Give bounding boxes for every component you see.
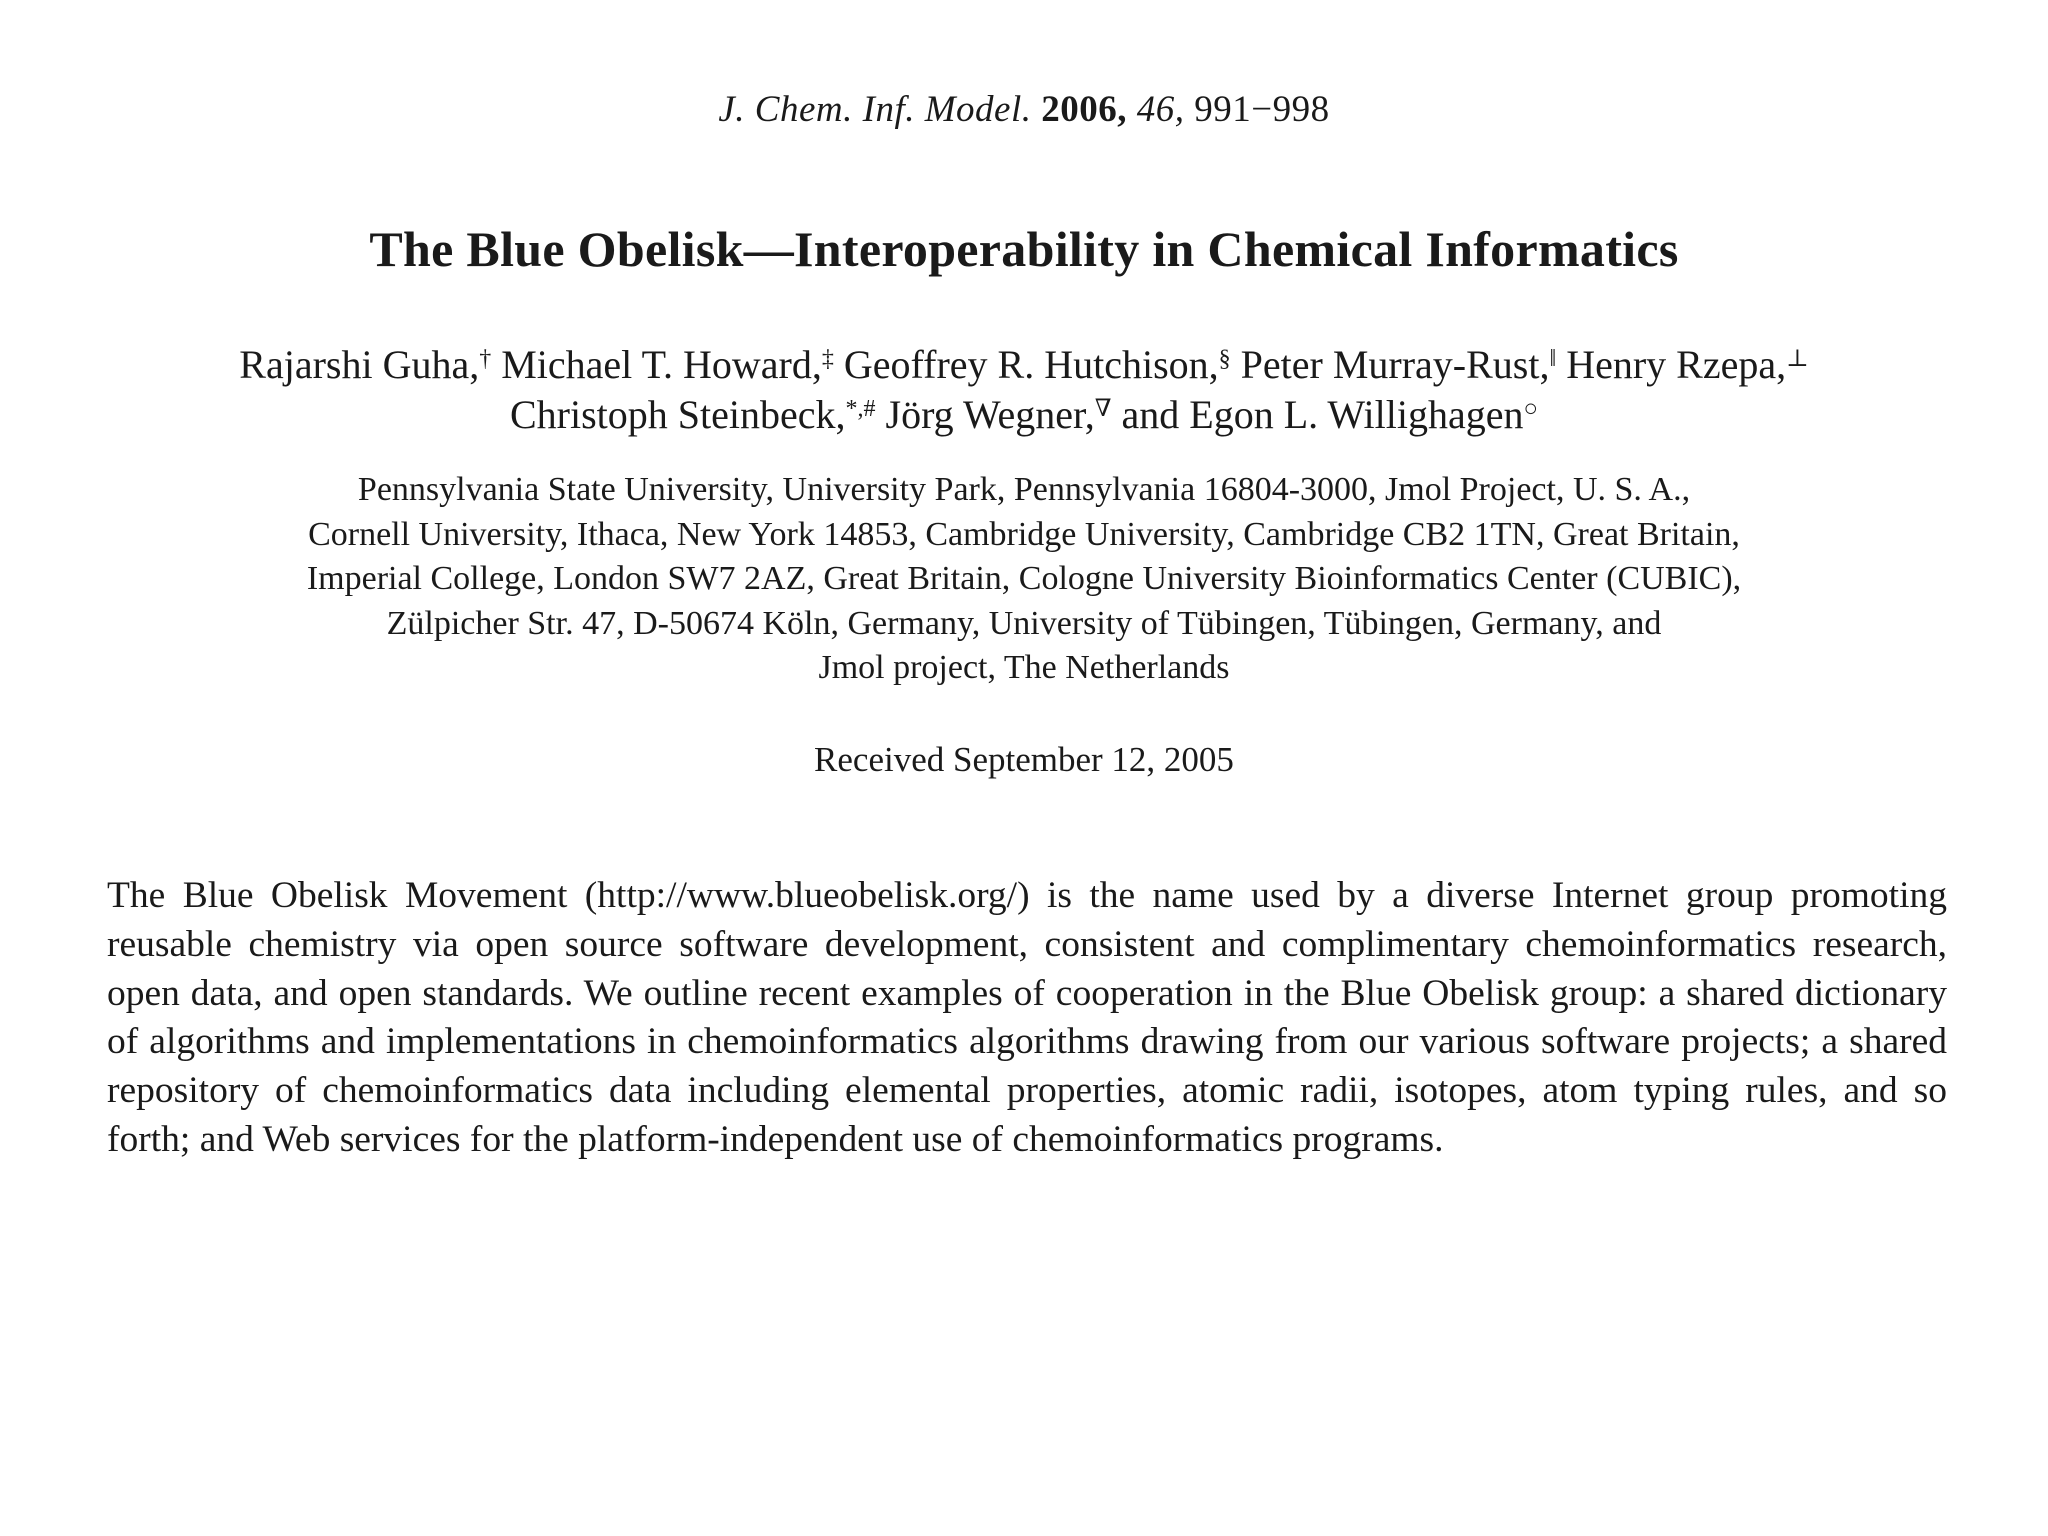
author-affiliation-mark: † xyxy=(479,346,492,372)
journal-year: 2006, xyxy=(1041,89,1127,130)
author-affiliation-mark: § xyxy=(1218,346,1231,372)
author-affiliation-mark: ○ xyxy=(1523,396,1539,422)
abstract-text: The Blue Obelisk Movement (http://www.blueobelisk.org/) is the name used by a diverse Internet group promoting reusable chemistry via open source software development, consistent and complimentary chemoinformatics research, open data, and open standards. We outline recent examples of cooperation in the Blue Obelisk group: a shared dictionary of algorithms and implementations in chemoinformatics algorithms drawing from our various software projects; a shared repository of chemoinformatics data including elemental properties, atomic radii, isotopes, atom typing rules, and so forth; and Web services for the platform-independent use of chemoinformatics programs. xyxy=(107,875,1947,1160)
author-list xyxy=(100,340,1948,440)
affiliation-line: Jmol project, The Netherlands xyxy=(818,649,1230,686)
journal-name: J. Chem. Inf. Model. xyxy=(718,89,1032,130)
affiliation-line: Imperial College, London SW7 2AZ, Great Britain, Cologne University Bioinformatics Center (CUBIC), xyxy=(306,560,1742,597)
affiliation-line: Zülpicher Str. 47, D-50674 Köln, Germany, University of Tübingen, Tübingen, Germany, and xyxy=(386,604,1662,642)
received-date: Received September 12, 2005 xyxy=(814,740,1234,779)
paper-title: The Blue Obelisk—Interoperability in Chemical Informatics xyxy=(369,221,1679,277)
author-affiliation-mark: ⊥ xyxy=(1786,346,1809,372)
author-name: Rajarshi Guha, xyxy=(239,342,480,387)
author-name: Geoffrey R. Hutchison, xyxy=(833,342,1219,387)
affiliation-block xyxy=(130,468,1918,691)
author-affiliation-mark: *,# xyxy=(845,396,876,422)
affiliation-line: Cornell University, Ithaca, New York 14853, Cambridge University, Cambridge CB2 1TN, Great Britain, xyxy=(308,515,1740,553)
journal-citation xyxy=(0,88,2048,131)
author-affiliation-mark: ∇ xyxy=(1094,396,1112,422)
journal-volume: 46, xyxy=(1136,89,1185,130)
author-name: Jörg Wegner, xyxy=(875,392,1095,437)
affiliation-line: Pennsylvania State University, University Park, Pennsylvania 16804-3000, Jmol Project, U. S. A., xyxy=(357,471,1691,508)
author-name: Peter Murray-Rust, xyxy=(1230,342,1550,387)
author-name: Michael T. Howard, xyxy=(491,342,822,387)
author-affiliation-mark: ‖ xyxy=(1549,346,1557,372)
author-line xyxy=(100,340,1948,390)
journal-pages: 991−998 xyxy=(1194,89,1330,130)
author-name: and Egon L. Willighagen xyxy=(1111,392,1524,437)
author-name: Henry Rzepa, xyxy=(1556,342,1787,387)
author-name: Christoph Steinbeck, xyxy=(509,392,846,437)
author-affiliation-mark: ‡ xyxy=(821,346,834,372)
author-line xyxy=(100,390,1948,440)
